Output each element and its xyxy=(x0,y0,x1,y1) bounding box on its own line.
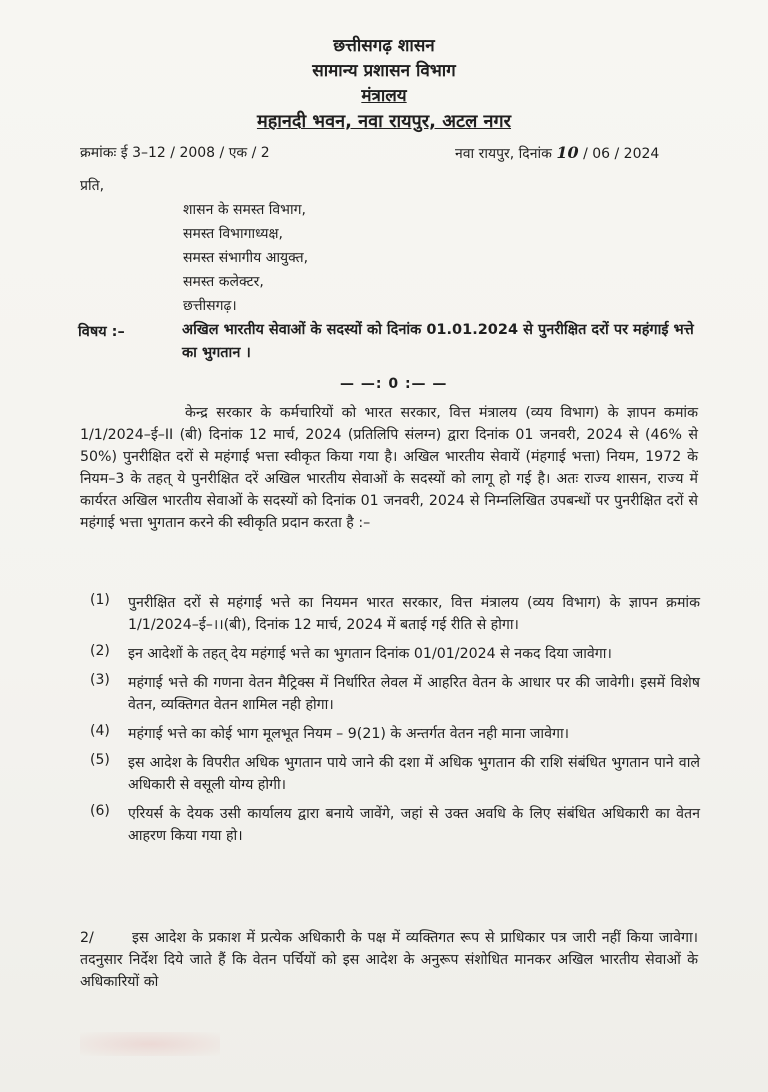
date-day-handwritten: 10 xyxy=(556,143,579,162)
order-date xyxy=(455,143,659,163)
item-number: (3) xyxy=(90,672,110,688)
office-address: महानदी भवन, नवा रायपुर, अटल नगर xyxy=(256,111,512,132)
item-text: पुनरीक्षित दरों से महंगाई भत्ते का नियमन भारत सरकार, वित्त मंत्रालय (व्यय विभाग) के ज्ञापन क्रमांक 1/1/2024–ई–।।(बी), दिनांक 12 मार्च, 2024 में बताई गई रीति से होगा। xyxy=(128,595,700,633)
list-item xyxy=(90,723,700,745)
paragraph-2-text: इस आदेश के प्रकाश में प्रत्येक अधिकारी के पक्ष में व्यक्तिगत रूप से प्राधिकार पत्र जारी नहीं किया जावेगा। तदनुसार निर्देश दिये जाते हैं कि वेतन पर्चियों को इस आदेश के अनुरूप संशोधित मानकर अखिल भारतीय सेवाओं के अधिकारियों को xyxy=(80,930,698,990)
provisions-list xyxy=(90,592,700,854)
subject-label: विषय :– xyxy=(78,324,125,340)
item-text: एरियर्स के देयक उसी कार्यालय द्वारा बनाये जावेंगे, जहां से उक्त अवधि के लिए संबंधित अधिकारी का वेतन आहरण किया गया हो। xyxy=(128,806,700,844)
ministry-name: मंत्रालय xyxy=(361,86,407,106)
list-item xyxy=(90,592,700,636)
recipient-item: समस्त कलेक्टर, xyxy=(183,274,264,290)
item-number: (4) xyxy=(90,723,110,739)
item-number: (1) xyxy=(90,592,110,608)
item-number: (6) xyxy=(90,803,110,819)
list-item xyxy=(90,803,700,847)
section-separator: — —: 0 :— — xyxy=(340,376,448,392)
letterhead xyxy=(0,34,768,134)
item-text: इन आदेशों के तहत् देय महंगाई भत्ते का भुगतान दिनांक 01/01/2024 से नकद दिया जावेगा। xyxy=(128,646,612,662)
recipient-list xyxy=(183,198,308,318)
recipient-item: छत्तीसगढ़। xyxy=(183,298,237,314)
department-name: सामान्य प्रशासन विभाग xyxy=(312,61,456,81)
item-text: इस आदेश के विपरीत अधिक भुगतान पाये जाने की दशा में अधिक भुगतान की राशि संबंधित भुगतान पाने वाले अधिकारी से वसूली योग्य होगी। xyxy=(128,755,700,793)
list-item xyxy=(90,752,700,796)
item-number: (5) xyxy=(90,752,110,768)
date-prefix: नवा रायपुर, दिनांक xyxy=(455,146,552,162)
recipient-item: समस्त संभागीय आयुक्त, xyxy=(183,250,309,266)
item-number: (2) xyxy=(90,643,110,659)
list-item xyxy=(90,643,700,665)
govt-name: छत्तीसगढ़ शासन xyxy=(333,36,435,56)
recipient-item: समस्त विभागाध्यक्ष, xyxy=(183,226,283,242)
to-label: प्रति, xyxy=(80,178,105,194)
paragraph-2 xyxy=(80,927,698,993)
paragraph-1: केन्द्र सरकार के कर्मचारियों को भारत सरकार, वित्त मंत्रालय (व्यय विभाग) के ज्ञापन कमांक 1/1/2024–ई–II (बी) दिनांक 12 मार्च, 2024 (प्रतिलिपि संलग्न) द्वारा दिनांक 01 जनवरी, 2024 से (46% से 50%) पुनरीक्षित दरों से महंगाई भत्ता स्वीकृत किया गया है। अखिल भारतीय सेवायें (मंहगाई भत्ता) नियम, 1972 के नियम–3 के तहत् ये पुनरीक्षित दरें अखिल भारतीय सेवाओं के सदस्यों को लागू हो गई है। अतः राज्य शासन, राज्य में कार्यरत अखिल भारतीय सेवाओं के सदस्यों को दिनांक 01 जनवरी, 2024 से निम्नलिखित उपबन्धों पर पुनरीक्षित दरों से महंगाई भत्ता भुगतान करने की स्वीकृति प्रदान करता है :– xyxy=(80,405,698,531)
item-text: महंगाई भत्ते की गणना वेतन मैट्रिक्स में निर्धारित लेवल में आहरित वेतन के आधार पर की जावेगी। इसमें विशेष वेतन, व्यक्तिगत वेतन शामिल नही होगा। xyxy=(128,675,700,713)
date-rest: / 06 / 2024 xyxy=(583,146,660,162)
subject-text: अखिल भारतीय सेवाओं के सदस्यों को दिनांक 01.01.2024 से पुनरीक्षित दरों पर महंगाई भत्ते का भुगतान । xyxy=(182,322,694,361)
item-text: महंगाई भत्ते का कोई भाग मूलभूत नियम – 9(21) के अन्तर्गत वेतन नही माना जावेगा। xyxy=(128,726,570,742)
recipient-item: शासन के समस्त विभाग, xyxy=(183,202,306,218)
list-item xyxy=(90,672,700,716)
faded-stamp-mark xyxy=(80,1032,220,1056)
paragraph-number: 2/ xyxy=(80,930,94,946)
reference-number: क्रमांकः ई 3–12 / 2008 / एक / 2 xyxy=(80,145,270,161)
